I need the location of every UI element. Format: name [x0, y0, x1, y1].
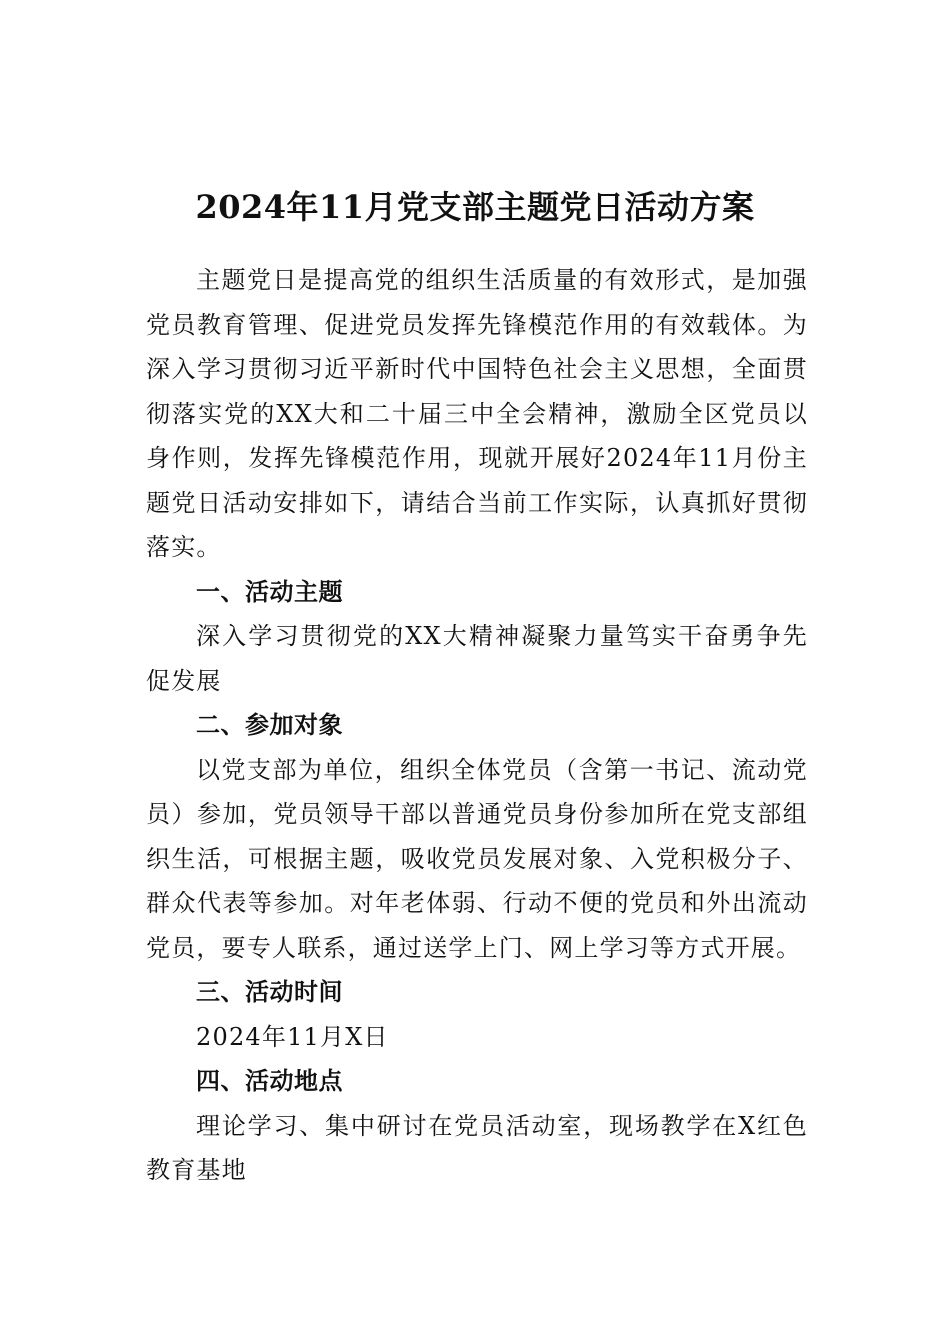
- section-content-theme: 深入学习贯彻党的XX大精神凝聚力量笃实干奋勇争先促发展: [146, 622, 808, 695]
- intro-paragraph: 主题党日是提高党的组织生活质量的有效形式，是加强党员教育管理、促进党员发挥先锋模范作用的有效载体。为深入学习贯彻习近平新时代中国特色社会主义思想，全面贯彻落实党的XX大和二十届三中全会精神，激励全区党员以身作则，发挥先锋模范作用，现就开展好2024年11月份主题党日活动安排如下，请结合当前工作实际，认真抓好贯彻落实。: [146, 266, 808, 561]
- document-body: [146, 258, 808, 1193]
- section-heading-participants: 二、参加对象: [196, 711, 343, 739]
- section-heading-time: 三、活动时间: [196, 978, 343, 1006]
- section-content-location: 理论学习、集中研讨在党员活动室，现场教学在X红色教育基地: [146, 1111, 808, 1184]
- section-content-participants: 以党支部为单位，组织全体党员（含第一书记、流动党员）参加，党员领导干部以普通党员身份参加所在党支部组织生活，可根据主题，吸收党员发展对象、入党积极分子、群众代表等参加。对年老体弱、行动不便的党员和外出流动党员，要专人联系，通过送学上门、网上学习等方式开展。: [146, 755, 808, 962]
- section-heading-location: 四、活动地点: [196, 1067, 343, 1095]
- document-title: 2024年11月党支部主题党日活动方案: [195, 188, 755, 227]
- section-heading-theme: 一、活动主题: [196, 577, 343, 606]
- section-content-time: 2024年11月X日: [196, 1022, 389, 1051]
